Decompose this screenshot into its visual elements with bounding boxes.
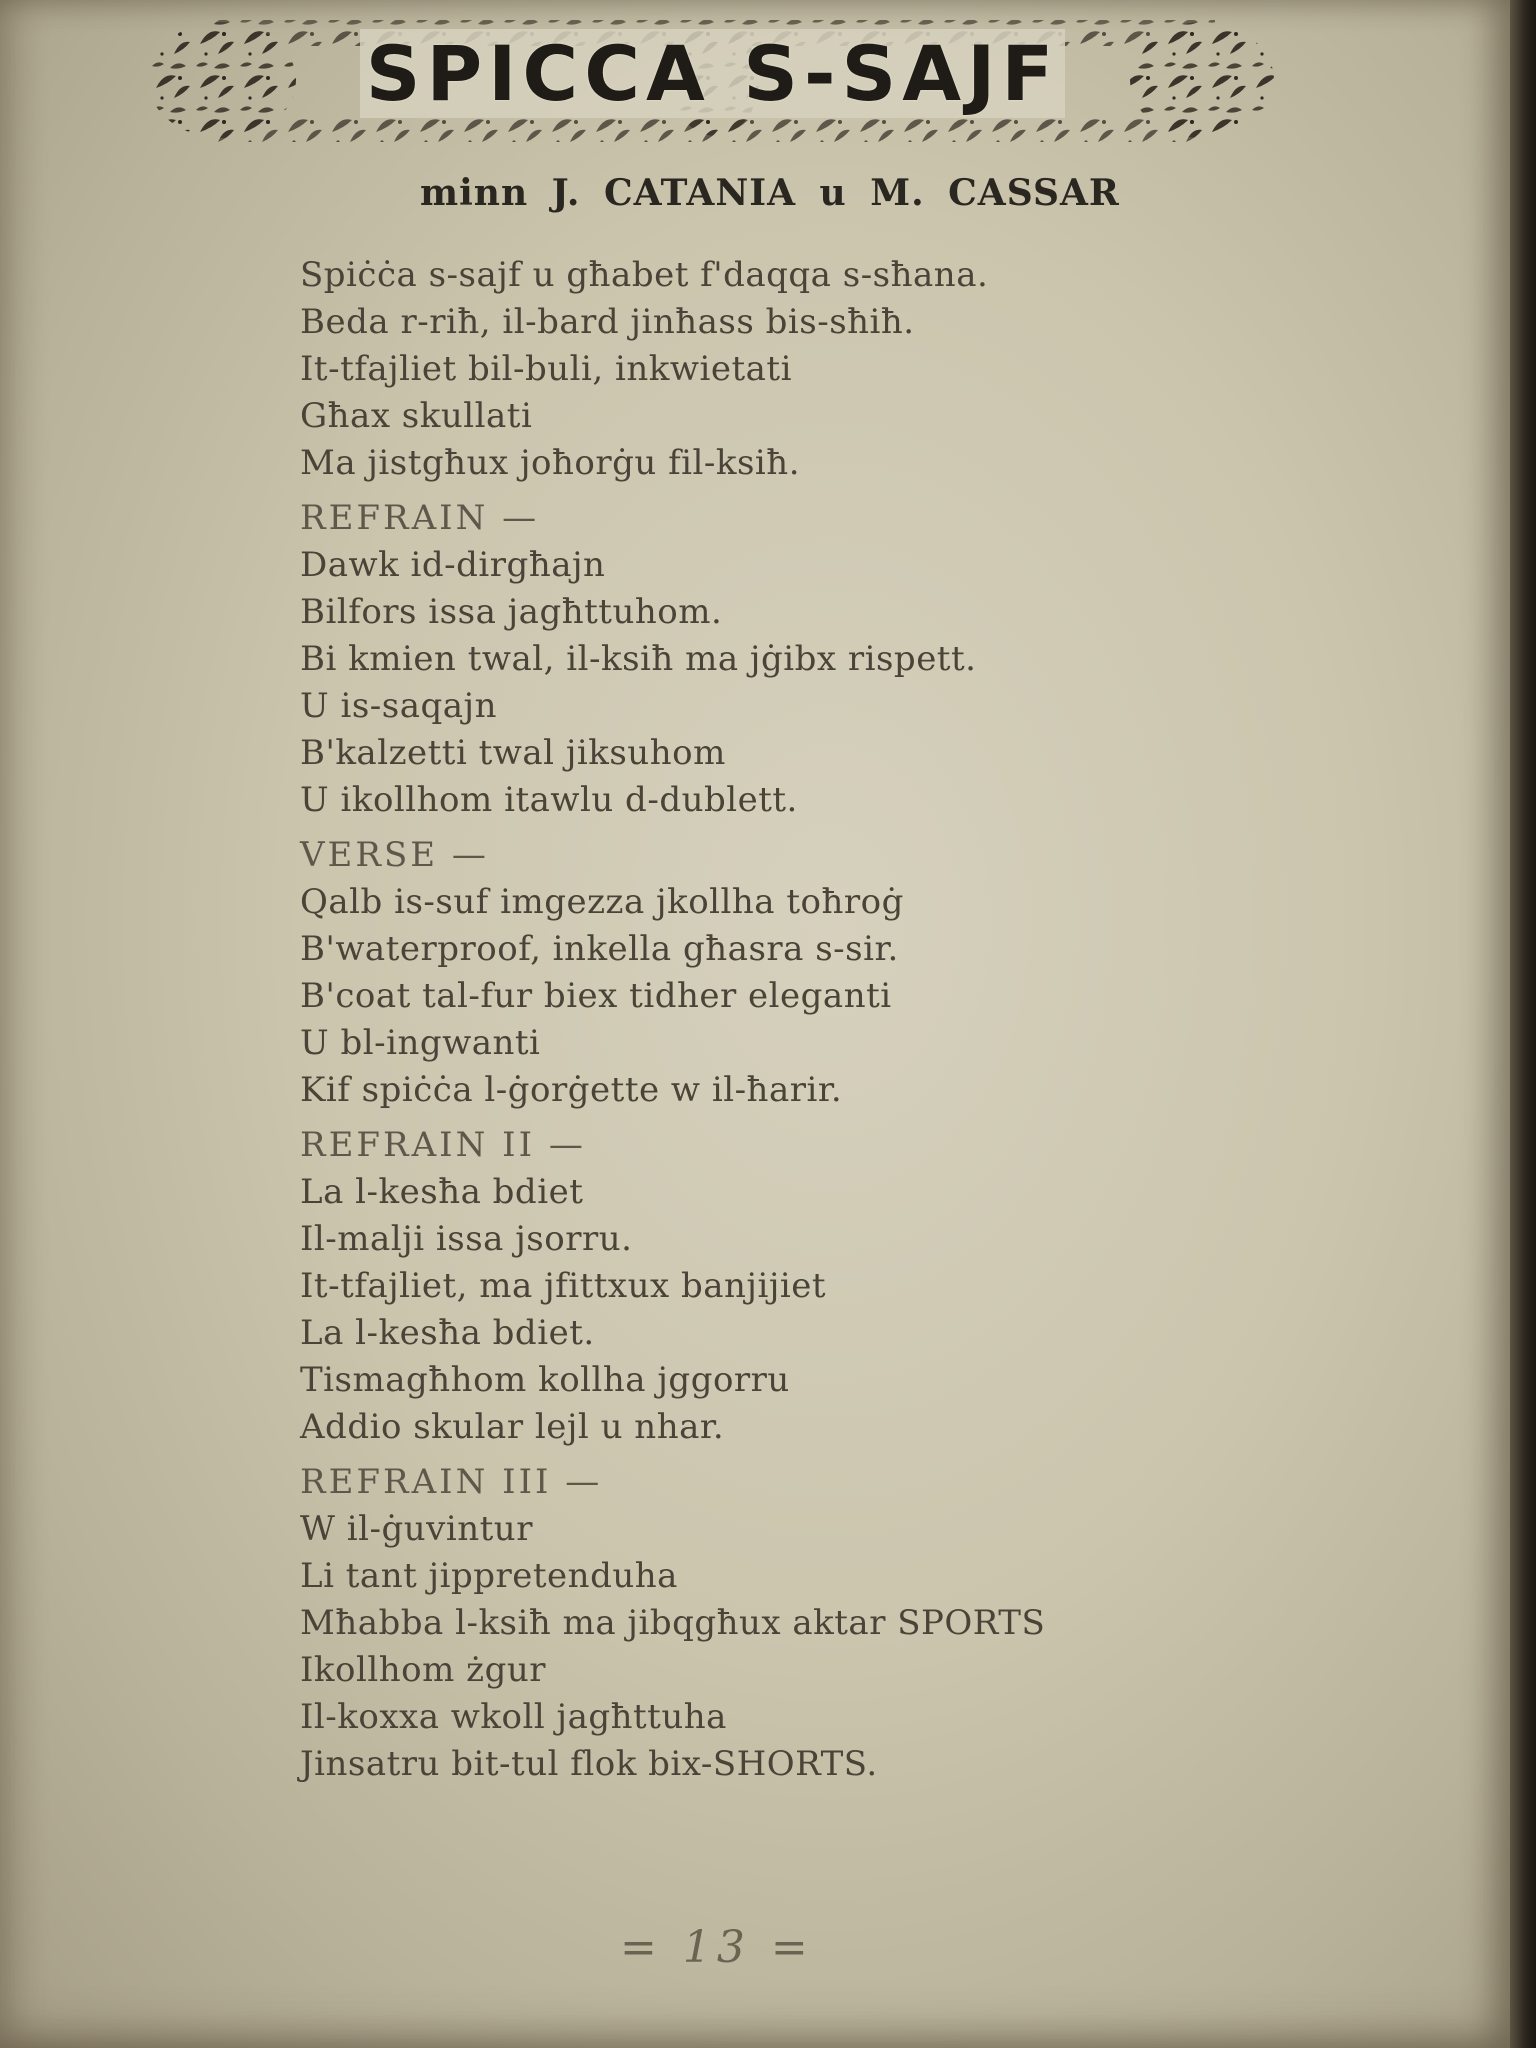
section-heading-verse: VERSE — xyxy=(300,835,489,875)
lyric-line: Bi kmien twal, il-ksiħ ma jġibx rispett. xyxy=(300,639,977,679)
lyric-line: Ma jistgħux joħorġu fil-ksiħ. xyxy=(300,443,801,483)
lyric-line: B'kalzetti twal jiksuhom xyxy=(300,733,726,773)
lyric-line: B'coat tal-fur biex tidher eleganti xyxy=(300,976,892,1016)
byline: minn J. CATANIA u M. CASSAR xyxy=(420,172,1120,214)
lyric-line: U ikollhom itawlu d-dublett. xyxy=(300,780,798,820)
lyric-line: La l-kesħa bdiet. xyxy=(300,1313,595,1353)
lyric-line: Addio skular lejl u nhar. xyxy=(300,1407,725,1447)
lyric-line: It-tfajliet bil-buli, inkwietati xyxy=(300,349,792,389)
lyric-line: Beda r-riħ, il-bard jinħass bis-sħiħ. xyxy=(300,302,915,342)
lyric-line: Dawk id-dirgħajn xyxy=(300,545,606,585)
lyric-line: It-tfajliet, ma jfittxux banjijiet xyxy=(300,1266,827,1306)
section-heading-refrain-ii: REFRAIN II — xyxy=(300,1125,586,1165)
lyric-line: Kif spiċċa l-ġorġette w il-ħarir. xyxy=(300,1070,843,1110)
section-heading-refrain: REFRAIN — xyxy=(300,498,540,538)
lyric-line: Spiċċa s-sajf u għabet f'daqqa s-sħana. xyxy=(300,255,989,295)
lyric-line: Għax skullati xyxy=(300,396,533,436)
lyric-line: Tismagħhom kollha jggorru xyxy=(300,1360,790,1400)
lyric-line: Il-malji issa jsorru. xyxy=(300,1219,633,1259)
song-title xyxy=(150,29,1275,118)
song-title-text: SPICCA S-SAJF xyxy=(360,29,1066,118)
lyric-line: U bl-ingwanti xyxy=(300,1023,541,1063)
lyric-line: U is-saqajn xyxy=(300,686,497,726)
lyric-line: Bilfors issa jagħttuhom. xyxy=(300,592,723,632)
lyrics-block xyxy=(300,252,1300,1788)
lyric-line: W il-ġuvintur xyxy=(300,1509,533,1549)
lyric-line: Mħabba l-ksiħ ma jibqgħux aktar SPORTS xyxy=(300,1603,1046,1643)
lyric-line: Il-koxxa wkoll jagħttuha xyxy=(300,1697,727,1737)
lyric-line: Ikollhom żgur xyxy=(300,1650,546,1690)
lyric-line: Jinsatru bit-tul flok bix-SHORTS. xyxy=(300,1744,878,1784)
lyric-line: Qalb is-suf imgezza jkollha toħroġ xyxy=(300,882,904,922)
lyric-line: B'waterproof, inkella għasra s-sir. xyxy=(300,929,899,969)
title-banner xyxy=(150,14,1275,146)
book-spine-shadow xyxy=(1510,0,1536,2048)
page-number: = 13 = xyxy=(620,1922,814,1973)
lyric-line: La l-kesħa bdiet xyxy=(300,1172,584,1212)
lyric-line: Li tant jippretenduha xyxy=(300,1556,678,1596)
section-heading-refrain-iii: REFRAIN III — xyxy=(300,1462,603,1502)
